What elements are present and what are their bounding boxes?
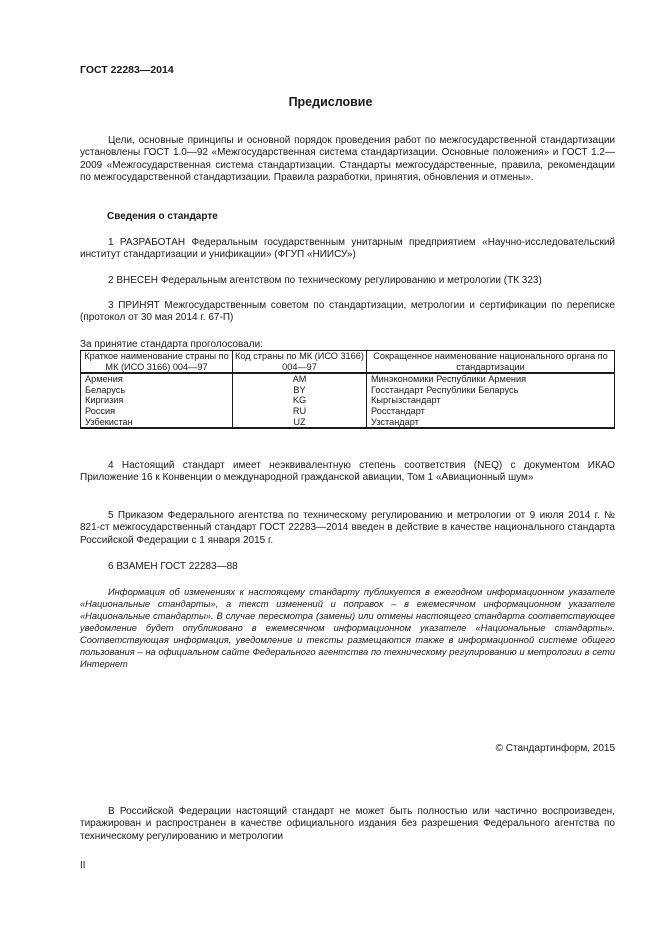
item-order — [80, 510, 615, 547]
reproduction-notice — [80, 806, 615, 843]
code-cell: BY — [233, 385, 367, 396]
item-conformity-text: 4 Настоящий стандарт имеет неэквивалентную степень соответствия (NEQ) с документом ИКАО Приложение 16 к Конвенции о международной гражданской авиации, Том 1 «Авиационный шум» — [80, 460, 615, 484]
item-adopted-text: 3 ПРИНЯТ Межгосударственным советом по стандартизации, метрологии и сертификации по переписке (протокол от 30 мая 2014 г. 67-П) — [80, 300, 615, 324]
table-row — [81, 406, 615, 417]
document-number: ГОСТ 22283—2014 — [80, 64, 174, 76]
body-cell: Кыргызстандарт — [367, 395, 615, 406]
item-introduced — [80, 275, 615, 287]
table-header-row — [81, 351, 615, 374]
page-number: II — [80, 860, 86, 871]
table-row — [81, 385, 615, 396]
table-row — [81, 373, 615, 385]
country-cell: Россия — [81, 406, 233, 417]
country-cell: Беларусь — [81, 385, 233, 396]
table-row — [81, 395, 615, 406]
body-cell: Минэкономики Республики Армения — [367, 373, 615, 385]
item-replaces-text: 6 ВЗАМЕН ГОСТ 22283—88 — [108, 561, 238, 572]
code-cell: AM — [233, 373, 367, 385]
code-cell: RU — [233, 406, 367, 417]
info-heading: Сведения о стандарте — [107, 211, 218, 222]
table-header-body: Сокращенное наименование национального органа по стандартизации — [367, 351, 615, 374]
intro-text: Цели, основные принципы и основной порядок проведения работ по межгосударственной стандартизации установлены ГОСТ 1.0—92 «Межгосударственная система стандартизации. Основные положения» и ГОСТ 1.2—2009 «Межгосударственная система стандартизации. Стандарты межгосударственные, правила, рекомендации по межгосударственной стандартизации. Правила разработки, принятия, обновления и отмены». — [80, 135, 615, 184]
change-notice-text: Информация об изменениях к настоящему стандарту публикуется в ежегодном информационном указателе «Национальные стандарты», а текст изменений и поправок – в ежемесячном информационном указателе «Национальные стандарты». В случае пересмотра (замены) или отмены настоящего стандарта соответствующее уведомление будет опубликовано в ежемесячном информационном указателе «Национальные стандарты». Соответствующая информация, уведомление и тексты размещаются также в информационной системе общего пользования – на официальном сайте Федерального агентства по техническому регулированию и метрологии в сети Интернет — [80, 587, 615, 669]
item-order-text: 5 Приказом Федерального агентства по техническому регулированию и метрологии от 9 июля 2014 г. № 821-ст межгосударственный стандарт ГОСТ 22283—2014 введен в действие в качестве национального стандарта Российской Федерации с 1 января 2015 г. — [80, 510, 615, 546]
table-header-country: Краткое наименование страны по МК (ИСО 3166) 004—97 — [81, 351, 233, 374]
country-cell: Киргизия — [81, 395, 233, 406]
item-adopted — [80, 300, 615, 325]
item-introduced-text: 2 ВНЕСЕН Федеральным агентством по техническому регулированию и метрологии (ТК 323) — [108, 275, 542, 286]
item-replaces — [80, 561, 615, 573]
item-developed — [80, 237, 615, 262]
body-cell: Узстандарт — [367, 417, 615, 429]
reproduction-text: В Российской Федерации настоящий стандарт не может быть полностью или частично воспроизведен, тиражирован и распространен в качестве официального издания без разрешения Федерального агентства по техническому регулированию и метрологии — [80, 806, 615, 842]
intro-paragraph — [80, 135, 615, 185]
code-cell: KG — [233, 395, 367, 406]
voted-intro: За принятие стандарта проголосовали: — [80, 339, 263, 350]
body-cell: Госстандарт Республики Беларусь — [367, 385, 615, 396]
item-conformity — [80, 460, 615, 485]
country-cell: Армения — [81, 373, 233, 385]
page-title: Предисловие — [288, 95, 373, 109]
body-cell: Росстандарт — [367, 406, 615, 417]
voting-table — [80, 350, 615, 429]
copyright: © Стандартинформ, 2015 — [495, 743, 615, 754]
table-header-code: Код страны по МК (ИСО 3166) 004—97 — [233, 351, 367, 374]
change-notice — [80, 586, 615, 670]
code-cell: UZ — [233, 417, 367, 429]
item-developed-text: 1 РАЗРАБОТАН Федеральным государственным унитарным предприятием «Научно-исследовательский институт стандартизации и унификации» (ФГУП «НИИСУ») — [80, 237, 615, 261]
table-row — [81, 417, 615, 429]
country-cell: Узбекистан — [81, 417, 233, 429]
